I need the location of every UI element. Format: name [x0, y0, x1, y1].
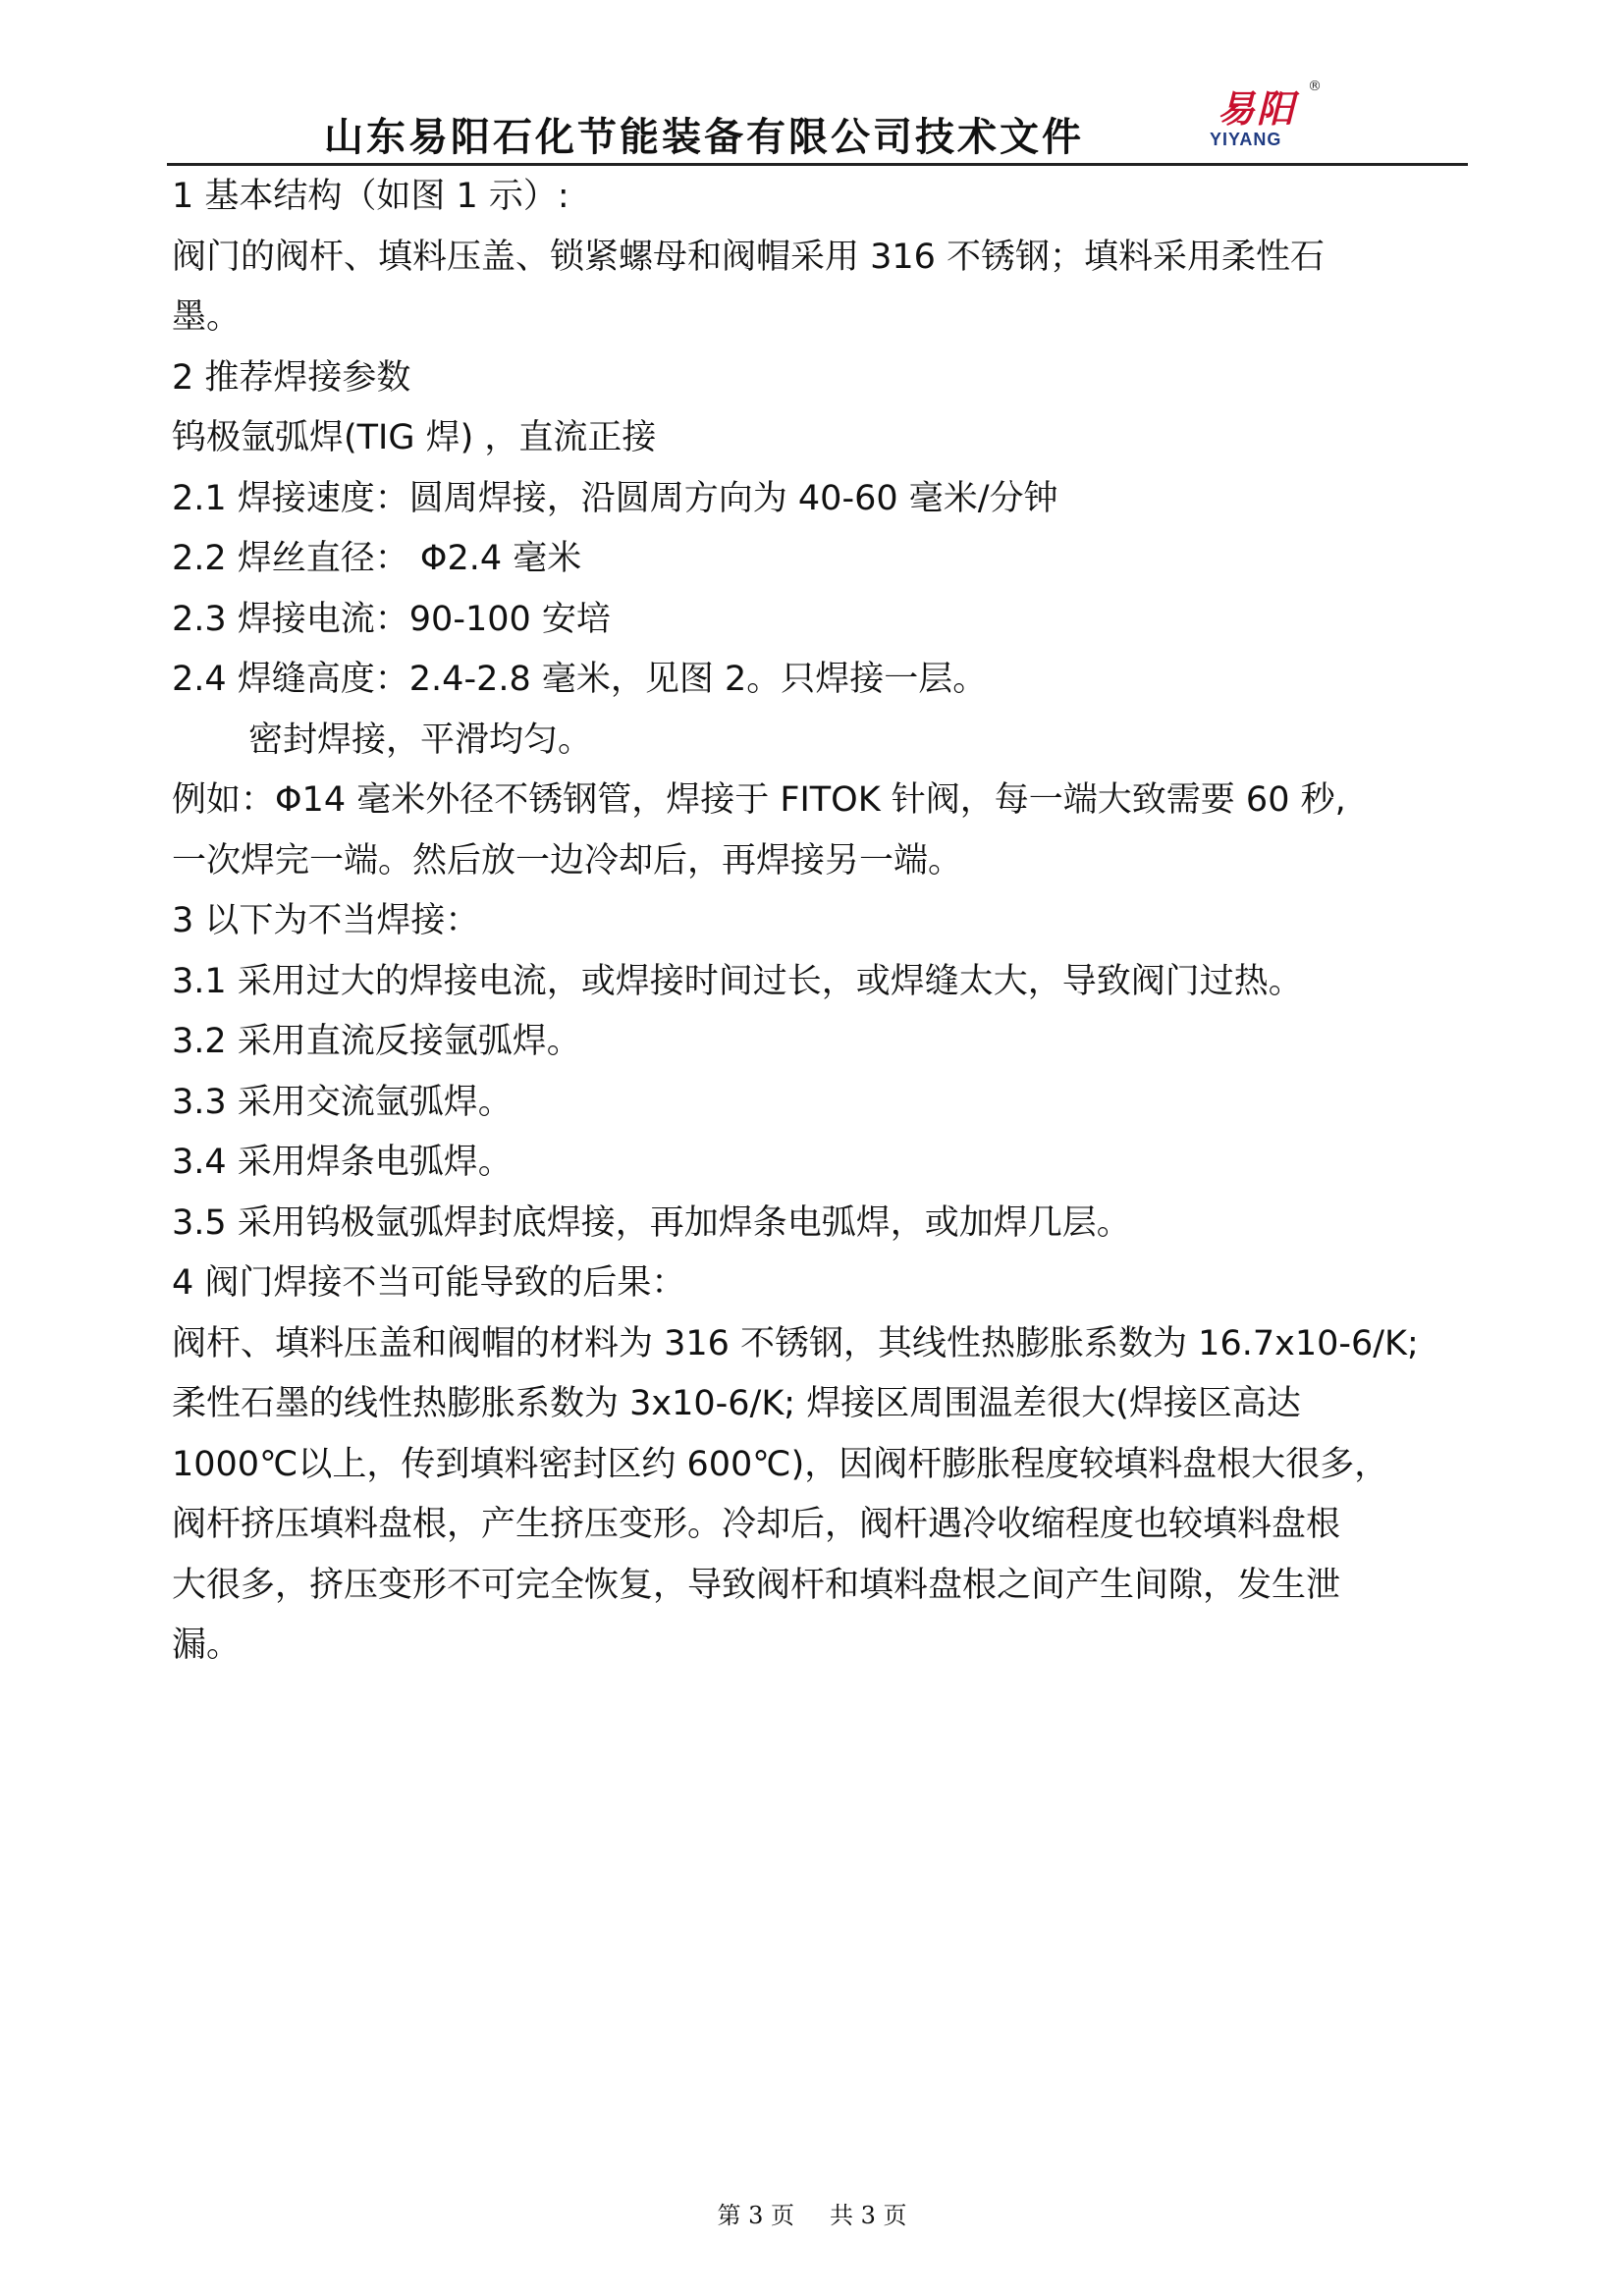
paragraph-line: 钨极氩弧焊(TIG 焊) ，直流正接 — [172, 418, 657, 457]
logo-english-text: YIYANG — [1210, 130, 1282, 149]
list-item: 2.2 焊丝直径： Φ2.4 毫米 — [172, 539, 582, 578]
list-item: 2.1 焊接速度：圆周焊接，沿圆周方向为 40-60 毫米/分钟 — [172, 478, 1058, 518]
paragraph-line: 阀杆挤压填料盘根，产生挤压变形。冷却后，阀杆遇冷收缩程度也较填料盘根 — [172, 1505, 1341, 1544]
paragraph-line: 墨。 — [172, 297, 242, 337]
list-item: 3.5 采用钨极氩弧焊封底焊接，再加焊条电弧焊，或加焊几层。 — [172, 1202, 1131, 1243]
paragraph-line: 柔性石墨的线性热膨胀系数为 3x10-6/K; 焊接区周围温差很大(焊接区高达 — [172, 1384, 1301, 1423]
paragraph-line: 一次焊完一端。然后放一边冷却后，再焊接另一端。 — [172, 840, 963, 881]
list-item: 3.4 采用焊条电弧焊。 — [172, 1143, 513, 1182]
section-heading-2: 2 推荐焊接参数 — [172, 357, 411, 398]
list-item: 2.3 焊接电流：90-100 安培 — [172, 599, 611, 639]
list-item: 3.1 采用过大的焊接电流，或焊接时间过长，或焊缝太大，导致阀门过热。 — [172, 961, 1303, 1001]
page-header — [167, 59, 1468, 167]
list-item: 3.3 采用交流氩弧焊。 — [172, 1082, 513, 1122]
page-footer — [0, 2196, 1624, 2230]
list-item: 2.4 焊缝高度：2.4-2.8 毫米，见图 2。只焊接一层。 — [172, 660, 988, 699]
paragraph-line: 例如：Φ14 毫米外径不锈钢管，焊接于 FITOK 针阀，每一端大致需要 60 秒, — [172, 780, 1346, 820]
paragraph-line: 阀门的阀杆、填料压盖、锁紧螺母和阀帽采用 316 不锈钢；填料采用柔性石 — [172, 237, 1326, 277]
section-heading-4: 4 阀门焊接不当可能导致的后果： — [172, 1263, 686, 1303]
logo-chinese-text: 易阳 — [1218, 86, 1297, 131]
section-heading-3: 3 以下为不当焊接： — [172, 901, 480, 940]
document-body — [172, 167, 1468, 1677]
page-total: 共 3 页 — [830, 2202, 907, 2229]
list-item: 3.2 采用直流反接氩弧焊。 — [172, 1022, 581, 1061]
paragraph-line: 阀杆、填料压盖和阀帽的材料为 316 不锈钢，其线性热膨胀系数为 16.7x10-6/K; — [172, 1323, 1419, 1363]
page-number: 第 3 页 — [717, 2202, 794, 2229]
company-logo — [1198, 79, 1326, 157]
registered-mark: ® — [1308, 79, 1322, 94]
paragraph-line: 密封焊接，平滑均匀。 — [248, 720, 593, 760]
paragraph-line: 大很多，挤压变形不可完全恢复，导致阀杆和填料盘根之间产生间隙，发生泄 — [172, 1565, 1341, 1605]
paragraph-line: 1000℃以上，传到填料密封区约 600℃)，因阀杆膨胀程度较填料盘根大很多， — [172, 1444, 1389, 1484]
paragraph-line: 漏。 — [172, 1626, 242, 1665]
header-divider — [167, 163, 1468, 166]
document-header-title: 山东易阳石化节能装备有限公司技术文件 — [324, 114, 1084, 160]
section-heading-1: 1 基本结构（如图 1 示）: — [172, 177, 569, 216]
